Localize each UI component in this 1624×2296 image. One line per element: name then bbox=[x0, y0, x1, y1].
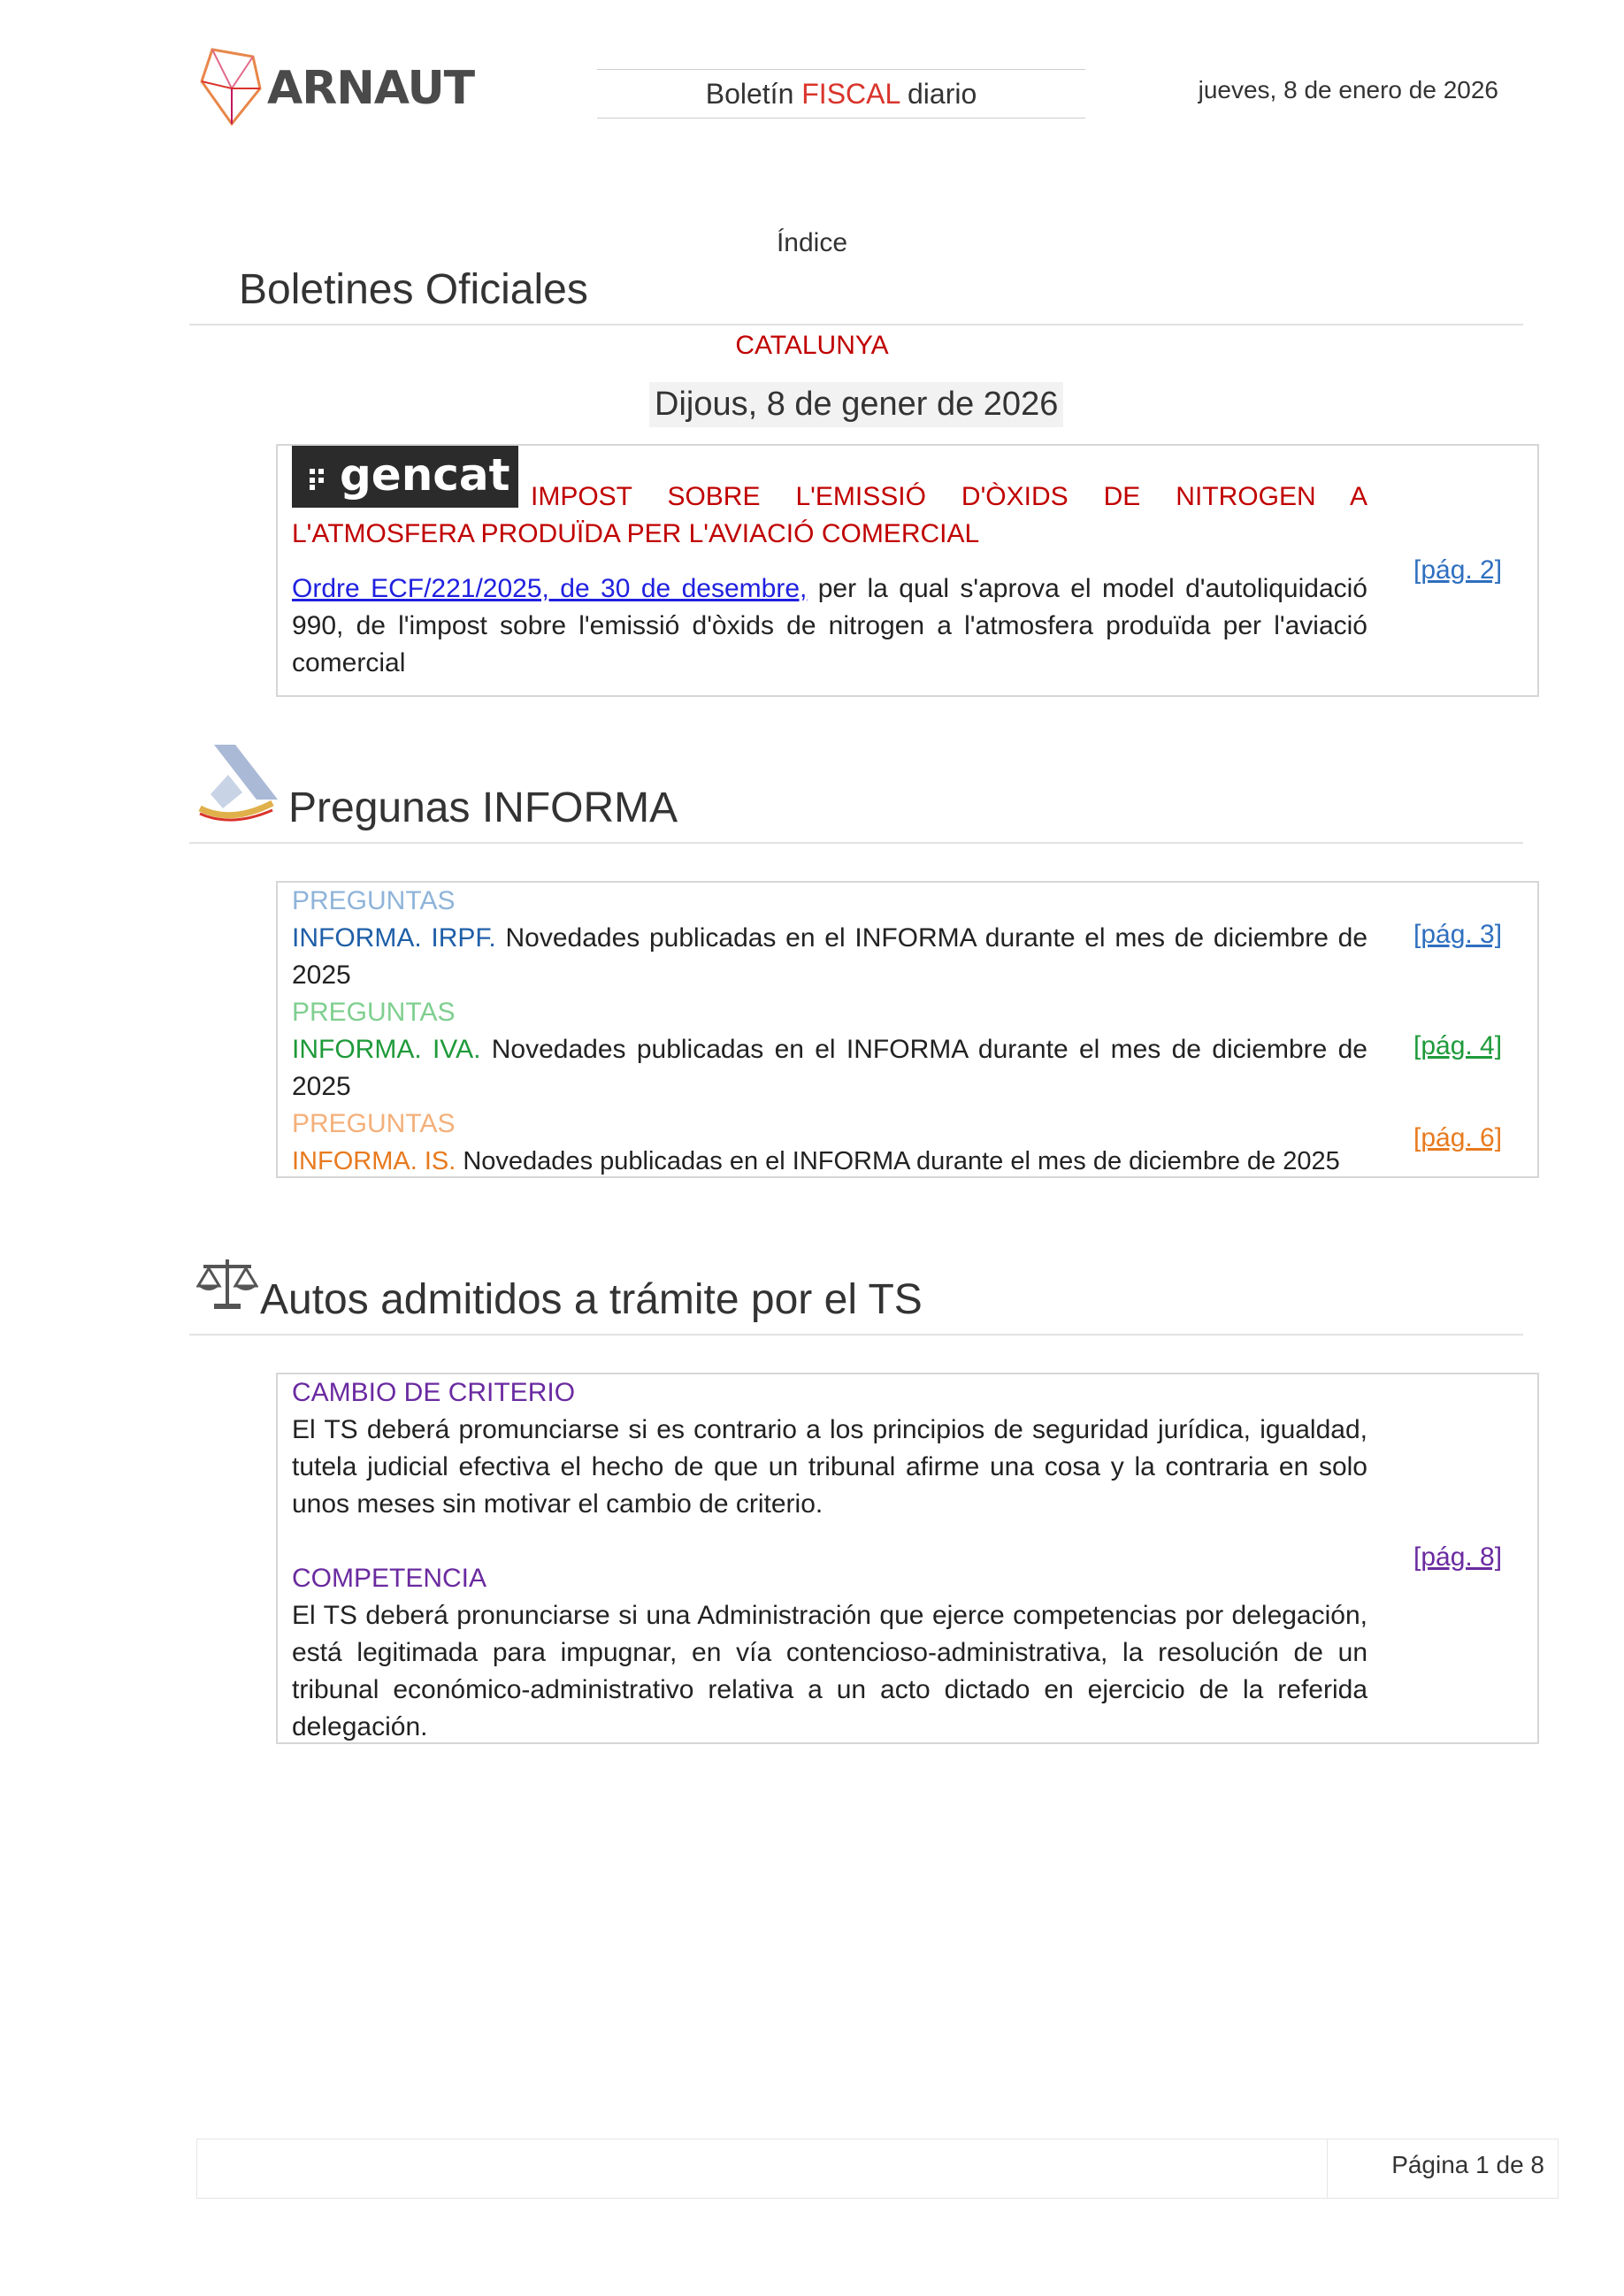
scales-icon bbox=[196, 1256, 258, 1313]
section-title-boletines: Boletines Oficiales bbox=[239, 266, 588, 313]
boletin-item-title: IMPOST SOBRE L'EMISSIÓ D'ÒXIDS DE NITROGEN A L'ATMOSFERA PRODUÏDA PER L'AVIACIÓ COMERCIAL bbox=[292, 482, 1367, 548]
autos-text-competencia: El TS deberá pronunciarse si una Administración que ejerce competencias por delegación, está legitimada para impugnar, en vía contencioso-administrativa, la resolución de un tribunal económico-administrativo relativa a un acto dictado en ejercicio de la referida delegación. bbox=[292, 1601, 1367, 1741]
section-divider bbox=[189, 324, 1523, 325]
page-link-8[interactable]: [pág. 8] bbox=[1413, 1542, 1503, 1572]
autos-text-criterio: El TS deberá promunciarse si es contrario a los principios de seguridad jurídica, igualdad, tutela judicial efectiva el hecho de que un tribunal afirme una cosa y la contraria en solo unos meses sin motivar el cambio de criterio. bbox=[292, 1415, 1367, 1519]
section-title-informa: Pregunas INFORMA bbox=[288, 784, 678, 831]
informa-text-irpf: Novedades publicadas en el INFORMA durante el mes de diciembre de 2025 bbox=[292, 923, 1368, 990]
informa-category-irpf: PREGUNTAS bbox=[292, 886, 456, 915]
date-label: Dijous, 8 de gener de 2026 bbox=[649, 382, 1063, 427]
arnaut-logo-icon bbox=[196, 42, 267, 131]
boletin-item-description bbox=[292, 570, 1367, 682]
boletin-item-text: per la qual s'aprova el model d'autoliquidació 990, de l'impost sobre l'emissió d'òxids de nitrogen a l'atmosfera produïda per l'aviació comercial bbox=[292, 574, 1367, 677]
informa-label-is: INFORMA. IS. bbox=[292, 1147, 456, 1175]
bulletin-title bbox=[597, 69, 1085, 119]
autos-heading-criterio: CAMBIO DE CRITERIO bbox=[292, 1378, 576, 1407]
informa-category-iva: PREGUNTAS bbox=[292, 998, 456, 1027]
section-divider bbox=[189, 1334, 1523, 1336]
bulletin-fiscal: FISCAL bbox=[801, 78, 900, 110]
section-title-autos: Autos admitidos a trámite por el TS bbox=[260, 1276, 923, 1323]
region-label: CATALUNYA bbox=[735, 331, 889, 360]
logo-text: ARNAUT bbox=[267, 62, 475, 115]
gencat-text: gencat bbox=[340, 449, 510, 501]
autos-heading-competencia: COMPETENCIA bbox=[292, 1564, 487, 1593]
page-link-6[interactable]: [pág. 6] bbox=[1413, 1123, 1503, 1152]
informa-label-iva: INFORMA. IVA. bbox=[292, 1035, 481, 1064]
bulletin-suffix: diario bbox=[907, 78, 977, 110]
informa-label-irpf: INFORMA. IRPF. bbox=[292, 923, 496, 953]
boletin-item-link[interactable]: Ordre ECF/221/2025, de 30 de desembre, bbox=[292, 574, 808, 603]
bulletin-prefix: Boletín bbox=[705, 78, 794, 110]
page-link-4[interactable]: [pág. 4] bbox=[1413, 1031, 1503, 1060]
aeat-logo bbox=[196, 739, 285, 828]
page-number: Página 1 de 8 bbox=[1391, 2151, 1544, 2178]
section-divider bbox=[189, 842, 1523, 844]
informa-item-irpf bbox=[292, 920, 1367, 994]
informa-text-is: Novedades publicadas en el INFORMA durante el mes de diciembre de 2025 bbox=[456, 1147, 1340, 1175]
informa-category-is: PREGUNTAS bbox=[292, 1109, 456, 1138]
aeat-logo-icon bbox=[196, 739, 285, 828]
informa-text-iva: Novedades publicadas en el INFORMA durante el mes de diciembre de 2025 bbox=[292, 1035, 1367, 1101]
page-link-3[interactable]: [pág. 3] bbox=[1413, 920, 1503, 949]
index-label: Índice bbox=[776, 228, 848, 257]
header-date: jueves, 8 de enero de 2026 bbox=[1198, 76, 1498, 103]
page-link-2[interactable]: [pág. 2] bbox=[1413, 555, 1503, 585]
informa-item-is bbox=[292, 1143, 1380, 1180]
arnaut-logo bbox=[196, 42, 479, 131]
informa-item-iva bbox=[292, 1031, 1367, 1106]
